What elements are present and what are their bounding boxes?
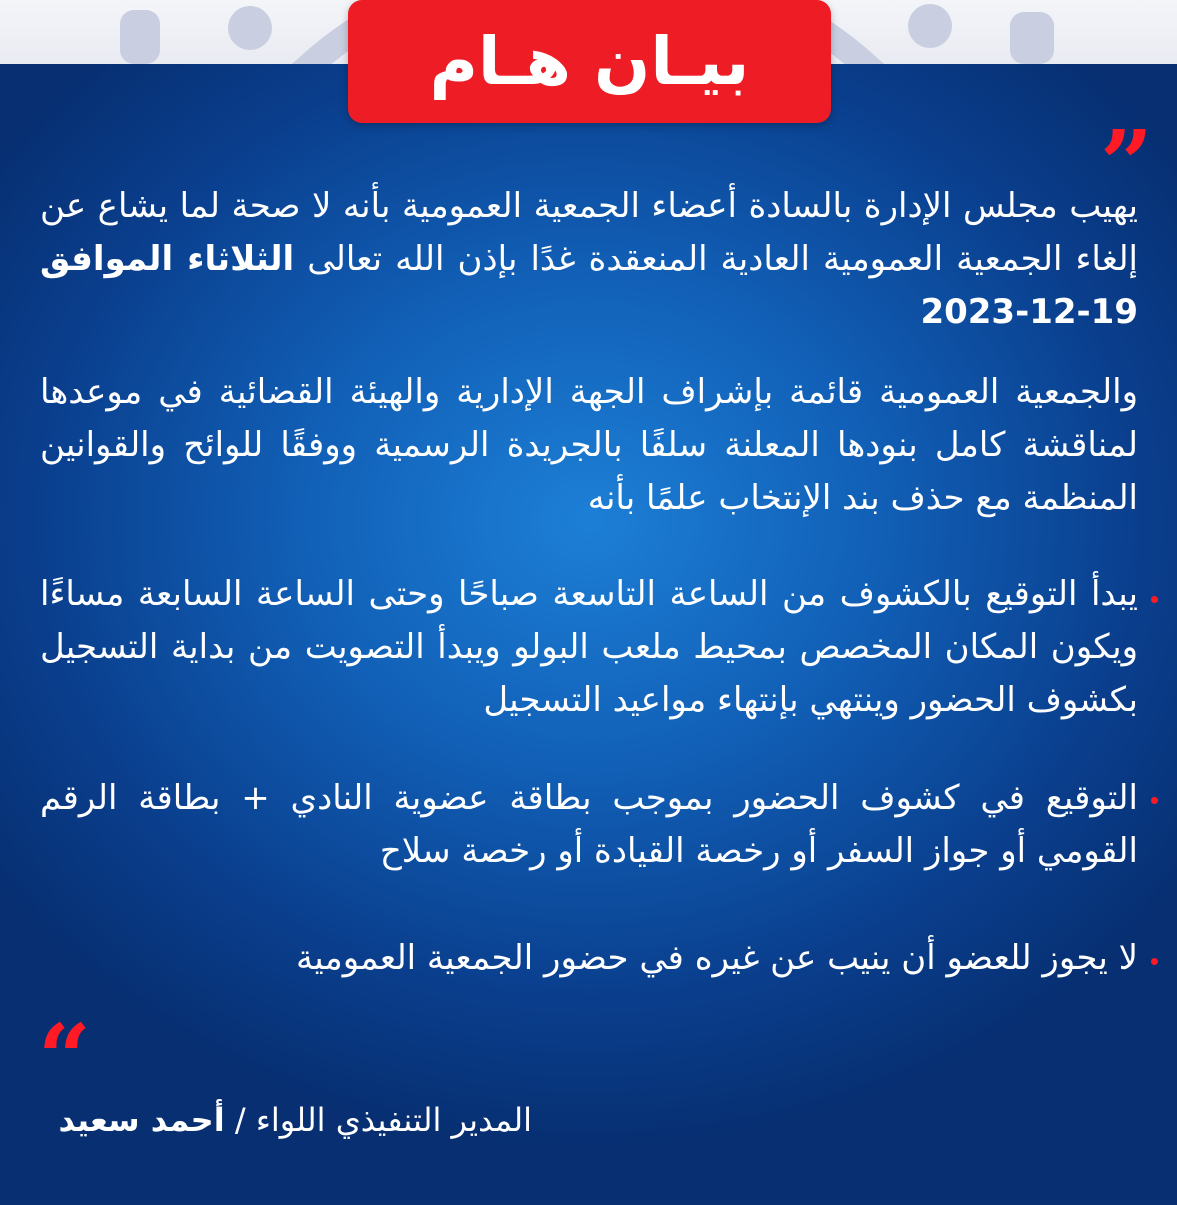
assembly-paragraph: والجمعية العمومية قائمة بإشراف الجهة الإدارية والهيئة القضائية في موعدها لمناقشة كامل بنودها المعلنة سلفًا بالجريدة الرسمية ووفقًا للوائح والقوانين المنظمة مع حذف بند الإنتخاب علمًا بأنه [40,372,1138,518]
bullet-item: لا يجوز للعضو أن ينيب عن غيره في حضور الجمعية العمومية [296,938,1138,978]
open-quote-icon: ” [1100,110,1153,218]
title-banner [348,0,831,123]
bullet-item: التوقيع في كشوف الحضور بموجب بطاقة عضوية النادي + بطاقة الرقم القومي أو جواز السفر أو رخصة القيادة أو رخصة سلاح [40,778,1138,871]
signature-role: المدير التنفيذي اللواء / [234,1101,532,1139]
signature-name: أحمد سعيد [58,1101,225,1139]
bullet-dot-icon [1151,797,1158,804]
bullet-dot-icon [1151,596,1158,603]
intro-text: يهيب مجلس الإدارة بالسادة أعضاء الجمعية العمومية بأنه لا صحة لما يشاع عن إلغاء الجمعية العمومية العادية المنعقدة غدًا بإذن الله تعالى [40,186,1139,279]
meeting-date: الثلاثاء الموافق 19-12-2023 [40,239,1138,332]
bullet-item: يبدأ التوقيع بالكشوف من الساعة التاسعة صباحًا وحتى الساعة السابعة مساءًا ويكون المكان المخصص بمحيط ملعب البولو ويبدأ التصويت من بداية التسجيل بكشوف الحضور وينتهي بإنتهاء مواعيد التسجيل [40,574,1138,720]
intro-paragraph [40,180,1138,339]
signature [40,1096,532,1144]
title-text: بيـان هـام [429,23,750,100]
bullet-dot-icon [1151,958,1158,965]
close-quote-icon: “ [38,1004,91,1112]
